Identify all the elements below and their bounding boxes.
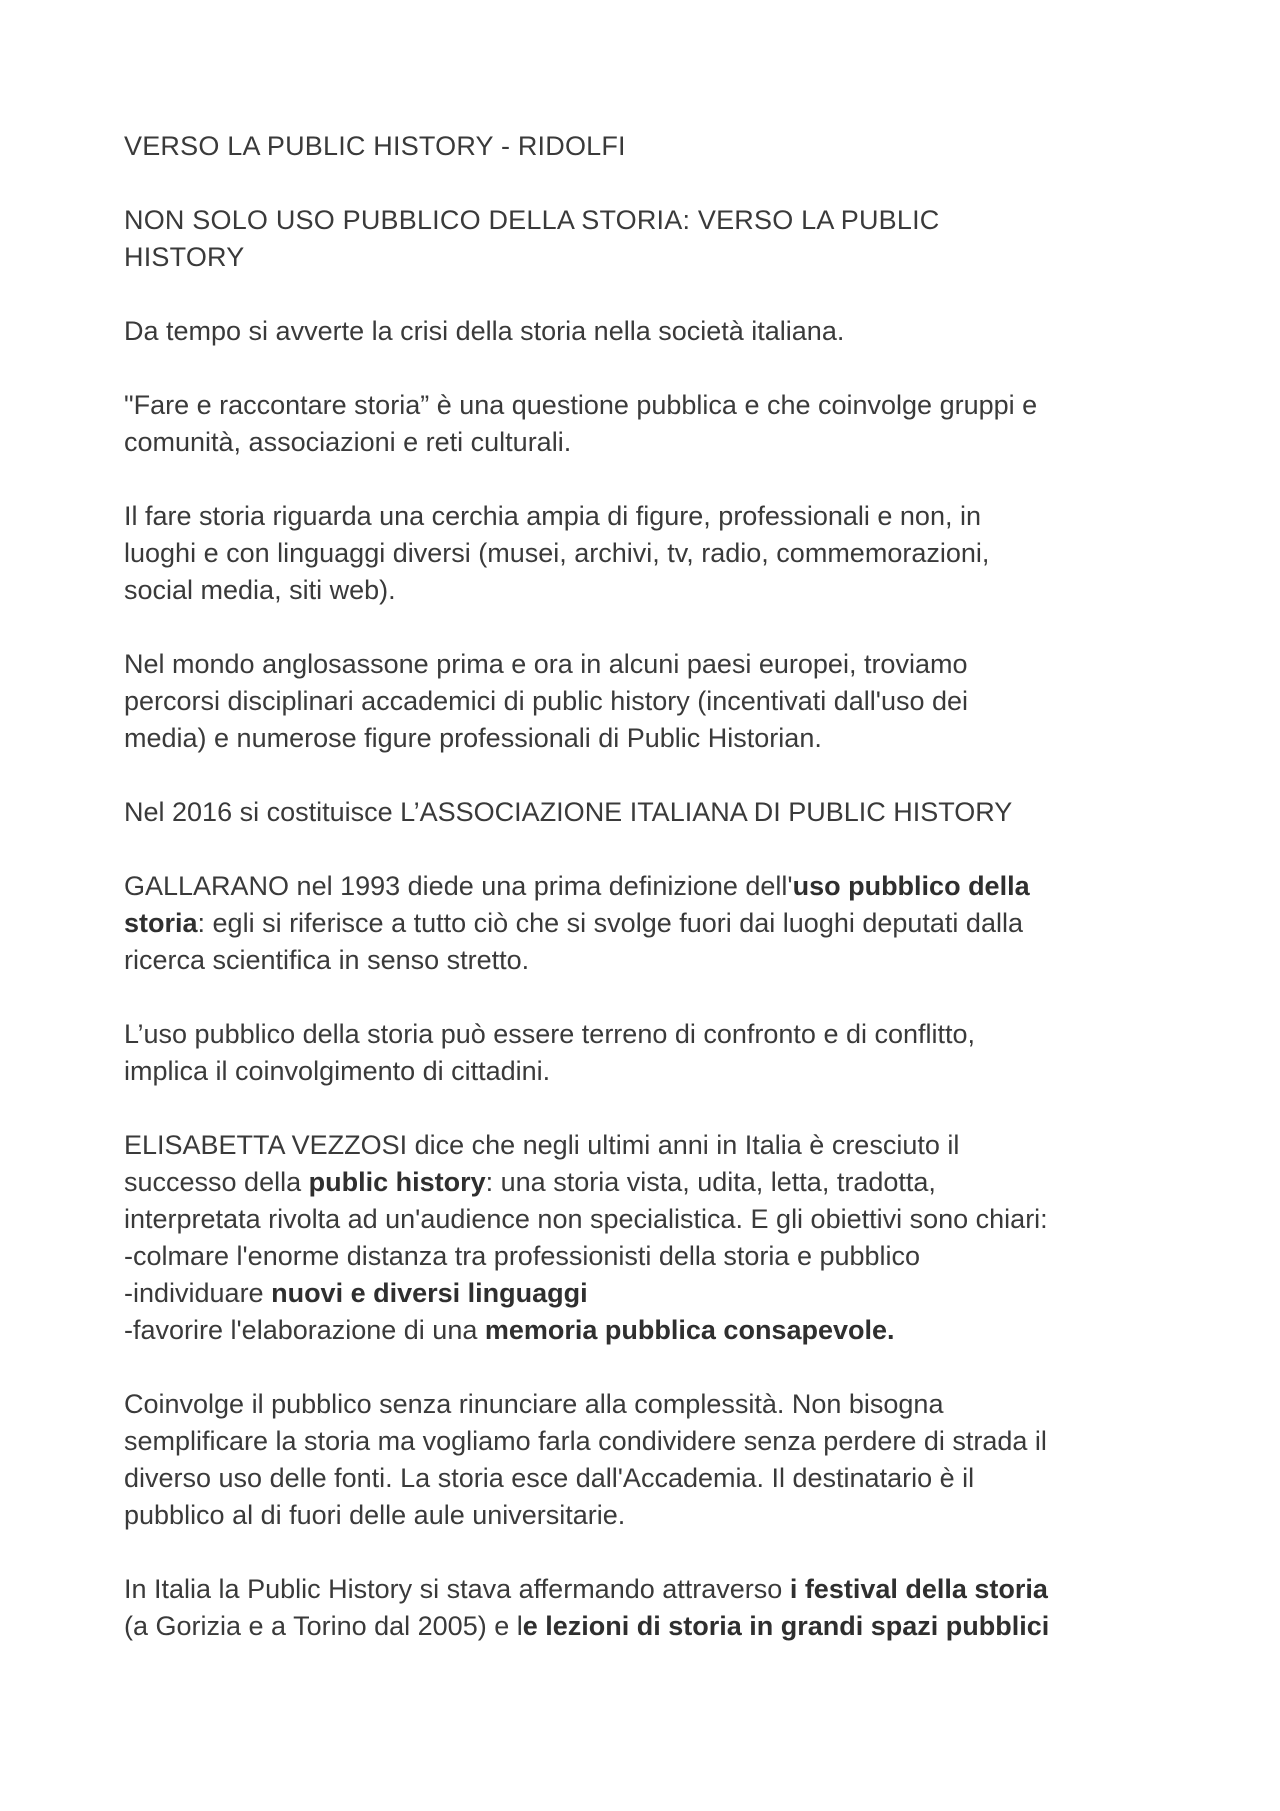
paragraph-line: luoghi e con linguaggi diversi (musei, archivi, tv, radio, commemorazioni, [124,538,990,568]
paragraph-anglosaxon [124,646,1184,757]
objective-item [124,1312,1184,1349]
heading-line-1: NON SOLO USO PUBBLICO DELLA STORIA: VERSO LA PUBLIC [124,205,940,235]
document-page [124,128,1184,1682]
paragraph-line: implica il coinvolgimento di cittadini. [124,1056,551,1086]
bold-term: e lezioni di storia in grandi spazi pubblici [522,1611,1050,1641]
text-run: GALLARANO nel 1993 diede una prima definizione dell' [124,871,793,901]
paragraph-line: L’uso pubblico della storia può essere terreno di confronto e di conflitto, [124,1019,976,1049]
section-heading [124,202,1184,276]
text-run: : egli si riferisce a tutto ciò che si svolge fuori dai luoghi deputati dalla [197,908,1023,938]
paragraph-line: Coinvolge il pubblico senza rinunciare alla complessità. Non bisogna [124,1389,944,1419]
paragraph-line: ricerca scientifica in senso stretto. [124,945,530,975]
paragraph-conflict [124,1016,1184,1090]
paragraph-line [124,868,1184,905]
paragraph-figures [124,498,1184,609]
bold-term: memoria pubblica consapevole. [484,1315,895,1345]
paragraph-line: Nel mondo anglosassone prima e ora in alcuni paesi europei, troviamo [124,649,968,679]
paragraph-line: Da tempo si avverte la crisi della storia nella società italiana. [124,316,845,346]
bold-term: nuovi e diversi linguaggi [271,1278,588,1308]
paragraph-line [124,1571,1184,1608]
paragraph-gallarano [124,868,1184,979]
text-run: (a Gorizia e a Torino dal 2005) e l [124,1611,523,1641]
bold-term: public history [308,1167,486,1197]
paragraph-vezzosi [124,1127,1184,1349]
paragraph-line: percorsi disciplinari accademici di public history (incentivati dall'uso dei [124,686,969,716]
paragraph-line [124,1164,1184,1201]
objective-item: -colmare l'enorme distanza tra professionisti della storia e pubblico [124,1241,921,1271]
text-run: -favorire l'elaborazione di una [124,1315,485,1345]
paragraph-line: Il fare storia riguarda una cerchia ampia di figure, professionali e non, in [124,501,981,531]
text-run: successo della [124,1167,309,1197]
document-title [124,128,1184,165]
paragraph-association [124,794,1184,831]
text-run: : una storia vista, udita, letta, tradotta, [485,1167,936,1197]
paragraph-line: ELISABETTA VEZZOSI dice che negli ultimi anni in Italia è cresciuto il [124,1130,960,1160]
paragraph-line [124,1608,1184,1645]
paragraph-line [124,905,1184,942]
paragraph-line: "Fare e raccontare storia” è una questione pubblica e che coinvolge gruppi e [124,390,1038,420]
paragraph-line: interpretata rivolta ad un'audience non specialistica. E gli obiettivi sono chiari: [124,1204,1048,1234]
paragraph-line: Nel 2016 si costituisce L’ASSOCIAZIONE ITALIANA DI PUBLIC HISTORY [124,797,1013,827]
paragraph-line: pubblico al di fuori delle aule universitarie. [124,1500,626,1530]
bold-term: storia [124,908,198,938]
paragraph-crisis [124,313,1184,350]
paragraph-italy-festivals [124,1571,1184,1645]
paragraph-public-question [124,387,1184,461]
paragraph-line: semplificare la storia ma vogliamo farla condividere senza perdere di strada il [124,1426,1047,1456]
text-run: In Italia la Public History si stava affermando attraverso [124,1574,790,1604]
bold-term: uso pubblico della [792,871,1030,901]
bold-term: i festival della storia [789,1574,1048,1604]
text-run: -individuare [124,1278,272,1308]
paragraph-complexity [124,1386,1184,1534]
objective-item [124,1275,1184,1312]
paragraph-line: media) e numerose figure professionali di Public Historian. [124,723,822,753]
heading-line-2: HISTORY [124,242,245,272]
paragraph-line: diverso uso delle fonti. La storia esce dall'Accademia. Il destinatario è il [124,1463,975,1493]
title-line: VERSO LA PUBLIC HISTORY - RIDOLFI [124,131,626,161]
paragraph-line: social media, siti web). [124,575,396,605]
paragraph-line: comunità, associazioni e reti culturali. [124,427,572,457]
